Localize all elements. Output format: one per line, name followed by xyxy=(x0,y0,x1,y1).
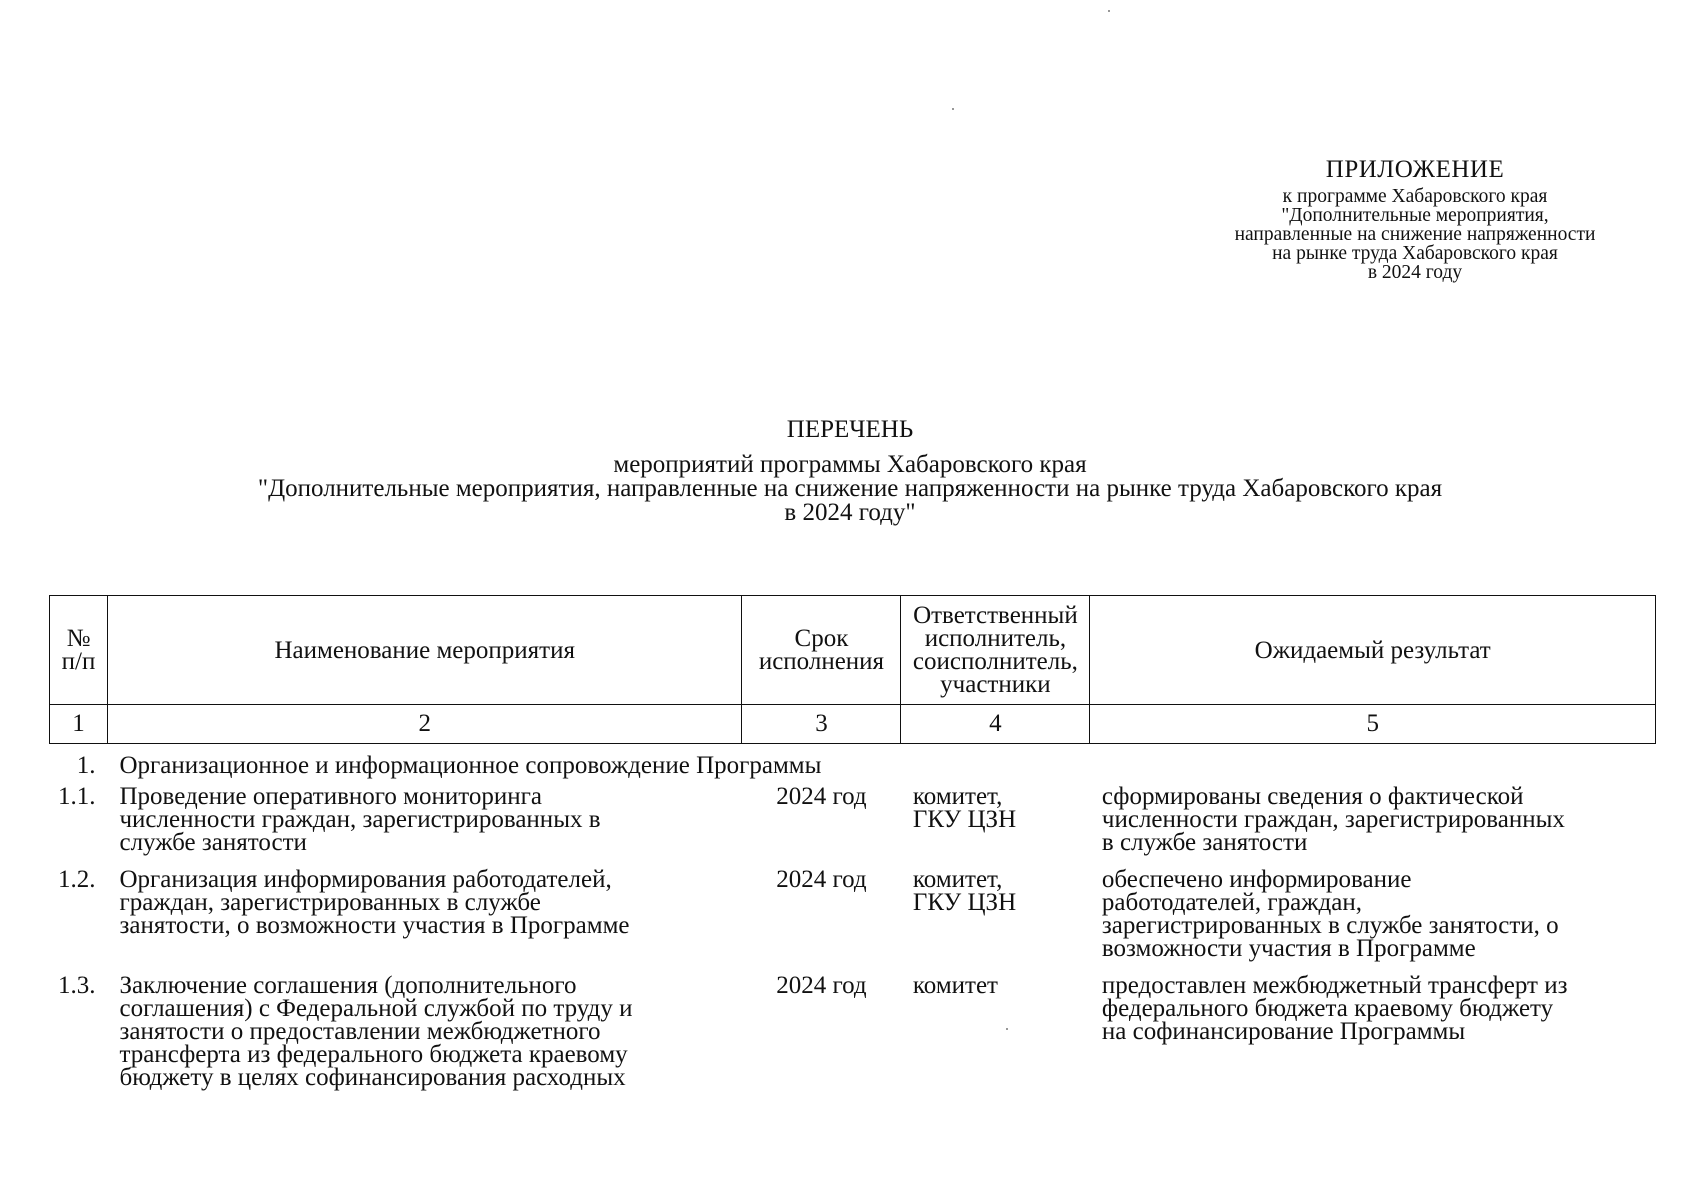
table-row xyxy=(50,785,1656,868)
row-term: 2024 год xyxy=(776,783,867,810)
row-term: 2024 год xyxy=(776,972,867,999)
row-measure-name: Заключение соглашения (дополнительного соглашения) с Федеральной службой по труду и занятости о предоставлении межбюджетного трансферта из федерального бюджета краевому бюджету в целях софинансирования расходных xyxy=(119,972,633,1091)
row-expected-result: предоставлен межбюджетный трансферт из федерального бюджета краевому бюджету на софинансирование Программы xyxy=(1101,972,1568,1045)
row-number: 1.1. xyxy=(57,783,96,810)
header-responsible: Ответственный исполнитель, соисполнитель, участники xyxy=(901,596,1090,705)
appendix-block xyxy=(1160,155,1670,282)
scan-speck xyxy=(952,108,954,110)
row-measure-name: Организация информирования работодателей, граждан, зарегистрированных в службе занятости, о возможности участия в Программе xyxy=(119,866,630,939)
table-header-row xyxy=(50,596,1656,705)
section-title: Организационное и информационное сопровождение Программы xyxy=(119,752,822,779)
header-measure-name: Наименование мероприятия xyxy=(107,596,741,705)
column-number: 3 xyxy=(742,705,901,744)
section-row xyxy=(50,744,1656,786)
section-number: 1. xyxy=(76,752,96,779)
document-title: ПЕРЕЧЕНЬ xyxy=(786,416,914,443)
row-responsible: комитет, ГКУ ЦЗН xyxy=(912,866,1017,916)
document-heading xyxy=(130,415,1570,525)
table-row xyxy=(50,868,1656,974)
appendix-title: ПРИЛОЖЕНИЕ xyxy=(1325,156,1505,183)
measures-table xyxy=(49,595,1656,1103)
column-number: 1 xyxy=(50,705,108,744)
appendix-subtitle: к программе Хабаровского края "Дополнительные мероприятия, направленные на снижение напряженности на рынке труда Хабаровского края в 2024 году xyxy=(1234,186,1596,283)
row-term: 2024 год xyxy=(776,866,867,893)
header-expected-result: Ожидаемый результат xyxy=(1090,596,1656,705)
row-responsible: комитет, ГКУ ЦЗН xyxy=(912,783,1017,833)
header-term: Срок исполнения xyxy=(742,596,901,705)
column-number: 5 xyxy=(1090,705,1656,744)
row-number: 1.2. xyxy=(57,866,96,893)
row-responsible: комитет xyxy=(912,972,998,999)
column-number: 2 xyxy=(107,705,741,744)
row-expected-result: сформированы сведения о фактической численности граждан, зарегистрированных в службе занятости xyxy=(1101,783,1565,856)
scan-speck xyxy=(1108,10,1110,12)
row-measure-name: Проведение оперативного мониторинга численности граждан, зарегистрированных в службе занятости xyxy=(119,783,601,856)
document-subtitle: мероприятий программы Хабаровского края "Дополнительные мероприятия, направленные на снижение напряженности на рынке труда Хабаровского края в 2024 году" xyxy=(257,451,1443,526)
table-row xyxy=(50,974,1656,1103)
row-expected-result: обеспечено информирование работодателей, граждан, зарегистрированных в службе занятости, о возможности участия в Программе xyxy=(1101,866,1559,962)
column-number: 4 xyxy=(901,705,1090,744)
row-number: 1.3. xyxy=(57,972,96,999)
header-number: № п/п xyxy=(50,596,108,705)
column-numbers-row xyxy=(50,705,1656,744)
